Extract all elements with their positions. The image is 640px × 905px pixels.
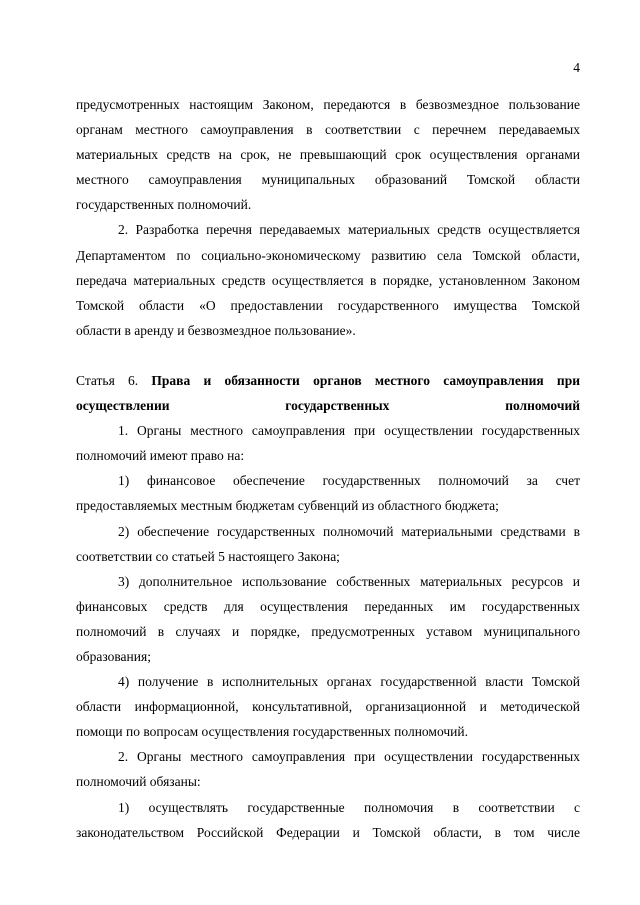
text-line: полномочий обязаны:: [76, 774, 201, 790]
text-line: Департаментом по социально-экономическому развитию села Томской области,: [76, 247, 580, 263]
text-line: 3) дополнительное использование собственных материальных ресурсов и: [118, 573, 580, 589]
text-line: 1) осуществлять государственные полномочия в соответствии с: [118, 799, 580, 815]
text-line: передача материальных средств осуществляется в порядке, установленном Законом: [76, 272, 580, 288]
text-line: 2. Разработка перечня передаваемых материальных средств осуществляется: [118, 222, 580, 238]
text-line: 4) получение в исполнительных органах государственной власти Томской: [118, 674, 580, 690]
text-line: образования;: [76, 648, 151, 664]
text-line: соответствии со статьей 5 настоящего Закона;: [76, 548, 340, 564]
text-line: 1) финансовое обеспечение государственных полномочий за счет: [118, 473, 580, 489]
text-line: государственных полномочий.: [76, 197, 252, 213]
text-line: местного самоуправления муниципальных образований Томской области: [76, 172, 580, 188]
text-line: 2. Органы местного самоуправления при осуществлении государственных: [118, 749, 580, 765]
text-line: финансовых средств для осуществления переданных им государственных: [76, 598, 580, 614]
article-heading-line2: [76, 393, 580, 418]
text-line: органам местного самоуправления в соответствии с перечнем передаваемых: [76, 122, 580, 138]
text-line: полномочий в случаях и порядке, предусмотренных уставом муниципального: [76, 623, 580, 639]
article-heading: [76, 368, 580, 393]
text-line: полномочий имеют право на:: [76, 448, 245, 464]
text-line: законодательством Российской Федерации и Томской области, в том числе: [76, 824, 580, 840]
text-line: предоставляемых местным бюджетам субвенций из областного бюджета;: [76, 498, 499, 514]
text-line: помощи по вопросам осуществления государственных полномочий.: [76, 724, 468, 740]
article-title-line2: осуществлении государственных полномочий: [76, 398, 580, 414]
article-title-line1: Права и обязанности органов местного самоуправления при: [151, 372, 580, 388]
spacer: [76, 343, 580, 368]
text-line: материальных средств на срок, не превышающий срок осуществления органами: [76, 147, 580, 163]
text-line: области информационной, консультативной, организационной и методической: [76, 699, 580, 715]
text-line: 1. Органы местного самоуправления при осуществлении государственных: [118, 423, 580, 439]
document-body: [76, 92, 580, 845]
article-label: Статья 6.: [76, 372, 139, 388]
text-line: предусмотренных настоящим Законом, передаются в безвозмездное пользование: [76, 97, 580, 112]
text-line: области в аренду и безвозмездное пользование».: [76, 322, 356, 338]
page-number: 4: [573, 60, 580, 75]
text-line: 2) обеспечение государственных полномочий материальными средствами в: [118, 523, 580, 539]
text-line: Томской области «О предоставлении государственного имущества Томской: [76, 297, 580, 313]
